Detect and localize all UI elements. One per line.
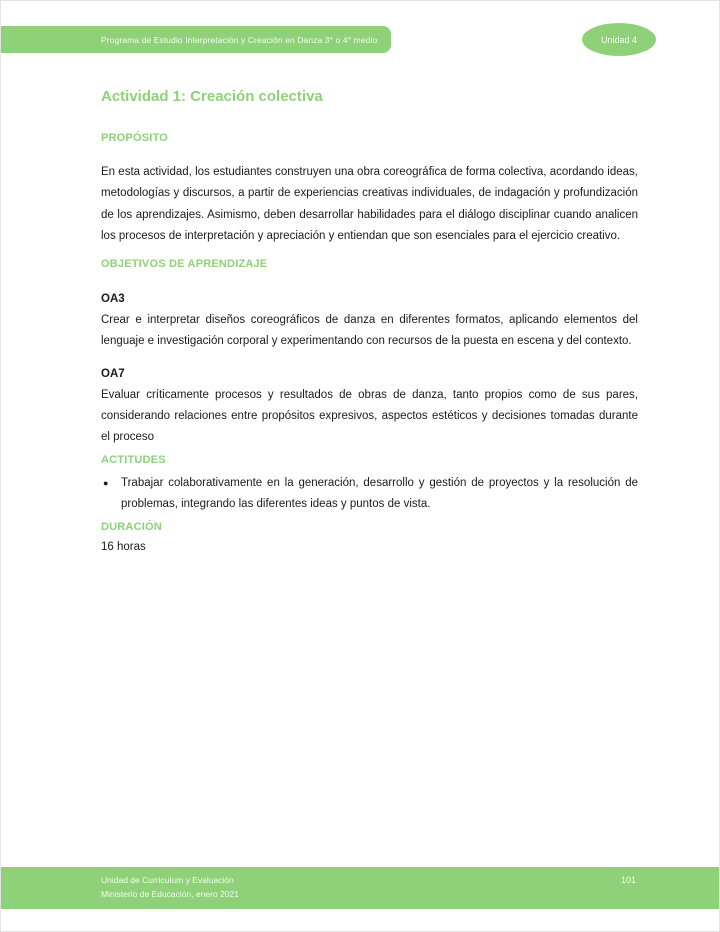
actitudes-list-item bbox=[101, 473, 638, 516]
oa3-text: Crear e interpretar diseños coreográficos de danza en diferentes formatos, aplicando elementos del lenguaje e investigación corporal y experimentando con recursos de la puesta en escena y del contexto. bbox=[101, 314, 638, 348]
oa3-code: OA3 bbox=[101, 293, 125, 306]
footer-line2: Ministerio de Educación, enero 2021 bbox=[101, 888, 239, 899]
footer-line1: Unidad de Curriculum y Evaluación bbox=[101, 875, 234, 885]
section-heading-duracion: DURACIÓN bbox=[101, 521, 162, 534]
section-heading-proposito: PROPÓSITO bbox=[101, 132, 168, 144]
actitudes-item-text: Trabajar colaborativamente en la generación, desarrollo y gestión de proyectos y la resolución de problemas, integrando las diferentes ideas y puntos de vista. bbox=[121, 476, 638, 510]
duration-value: 16 horas bbox=[101, 541, 146, 554]
oa7-text: Evaluar críticamente procesos y resultados de obras de danza, tanto propios como de sus pares, considerando relaciones entre propósitos expresivos, aspectos estéticos y decisiones tomadas durante el proceso bbox=[101, 388, 638, 444]
page-number: 101 bbox=[620, 875, 636, 885]
section-heading-objetivos: OBJETIVOS DE APRENDIZAJE bbox=[101, 258, 268, 271]
program-title: Programa de Estudio Interpretación y Creación en Danza 3° o 4° medio bbox=[101, 34, 378, 45]
unit-badge-label: Unidad 4 bbox=[600, 34, 638, 45]
footer-bar bbox=[1, 867, 720, 909]
activity-title: Actividad 1: Creación colectiva bbox=[101, 88, 323, 105]
section-heading-actitudes: ACTITUDES bbox=[101, 453, 166, 466]
proposito-paragraph: En esta actividad, los estudiantes construyen una obra coreográfica de forma colectiva, acordando ideas, metodologías y discursos, a partir de experiencias creativas individuales, de indagación y profundización de los aprendizajes. Asimismo, deben desarrollar habilidades para el diálogo disciplinar cuando analicen los procesos de interpretación y apreciación y entiendan que son esenciales para el ejercicio creativo. bbox=[101, 166, 638, 242]
oa7-code: OA7 bbox=[101, 367, 125, 380]
bullet-icon: ● bbox=[103, 477, 109, 488]
content-area bbox=[101, 1, 638, 558]
footer-text-block bbox=[101, 874, 239, 901]
